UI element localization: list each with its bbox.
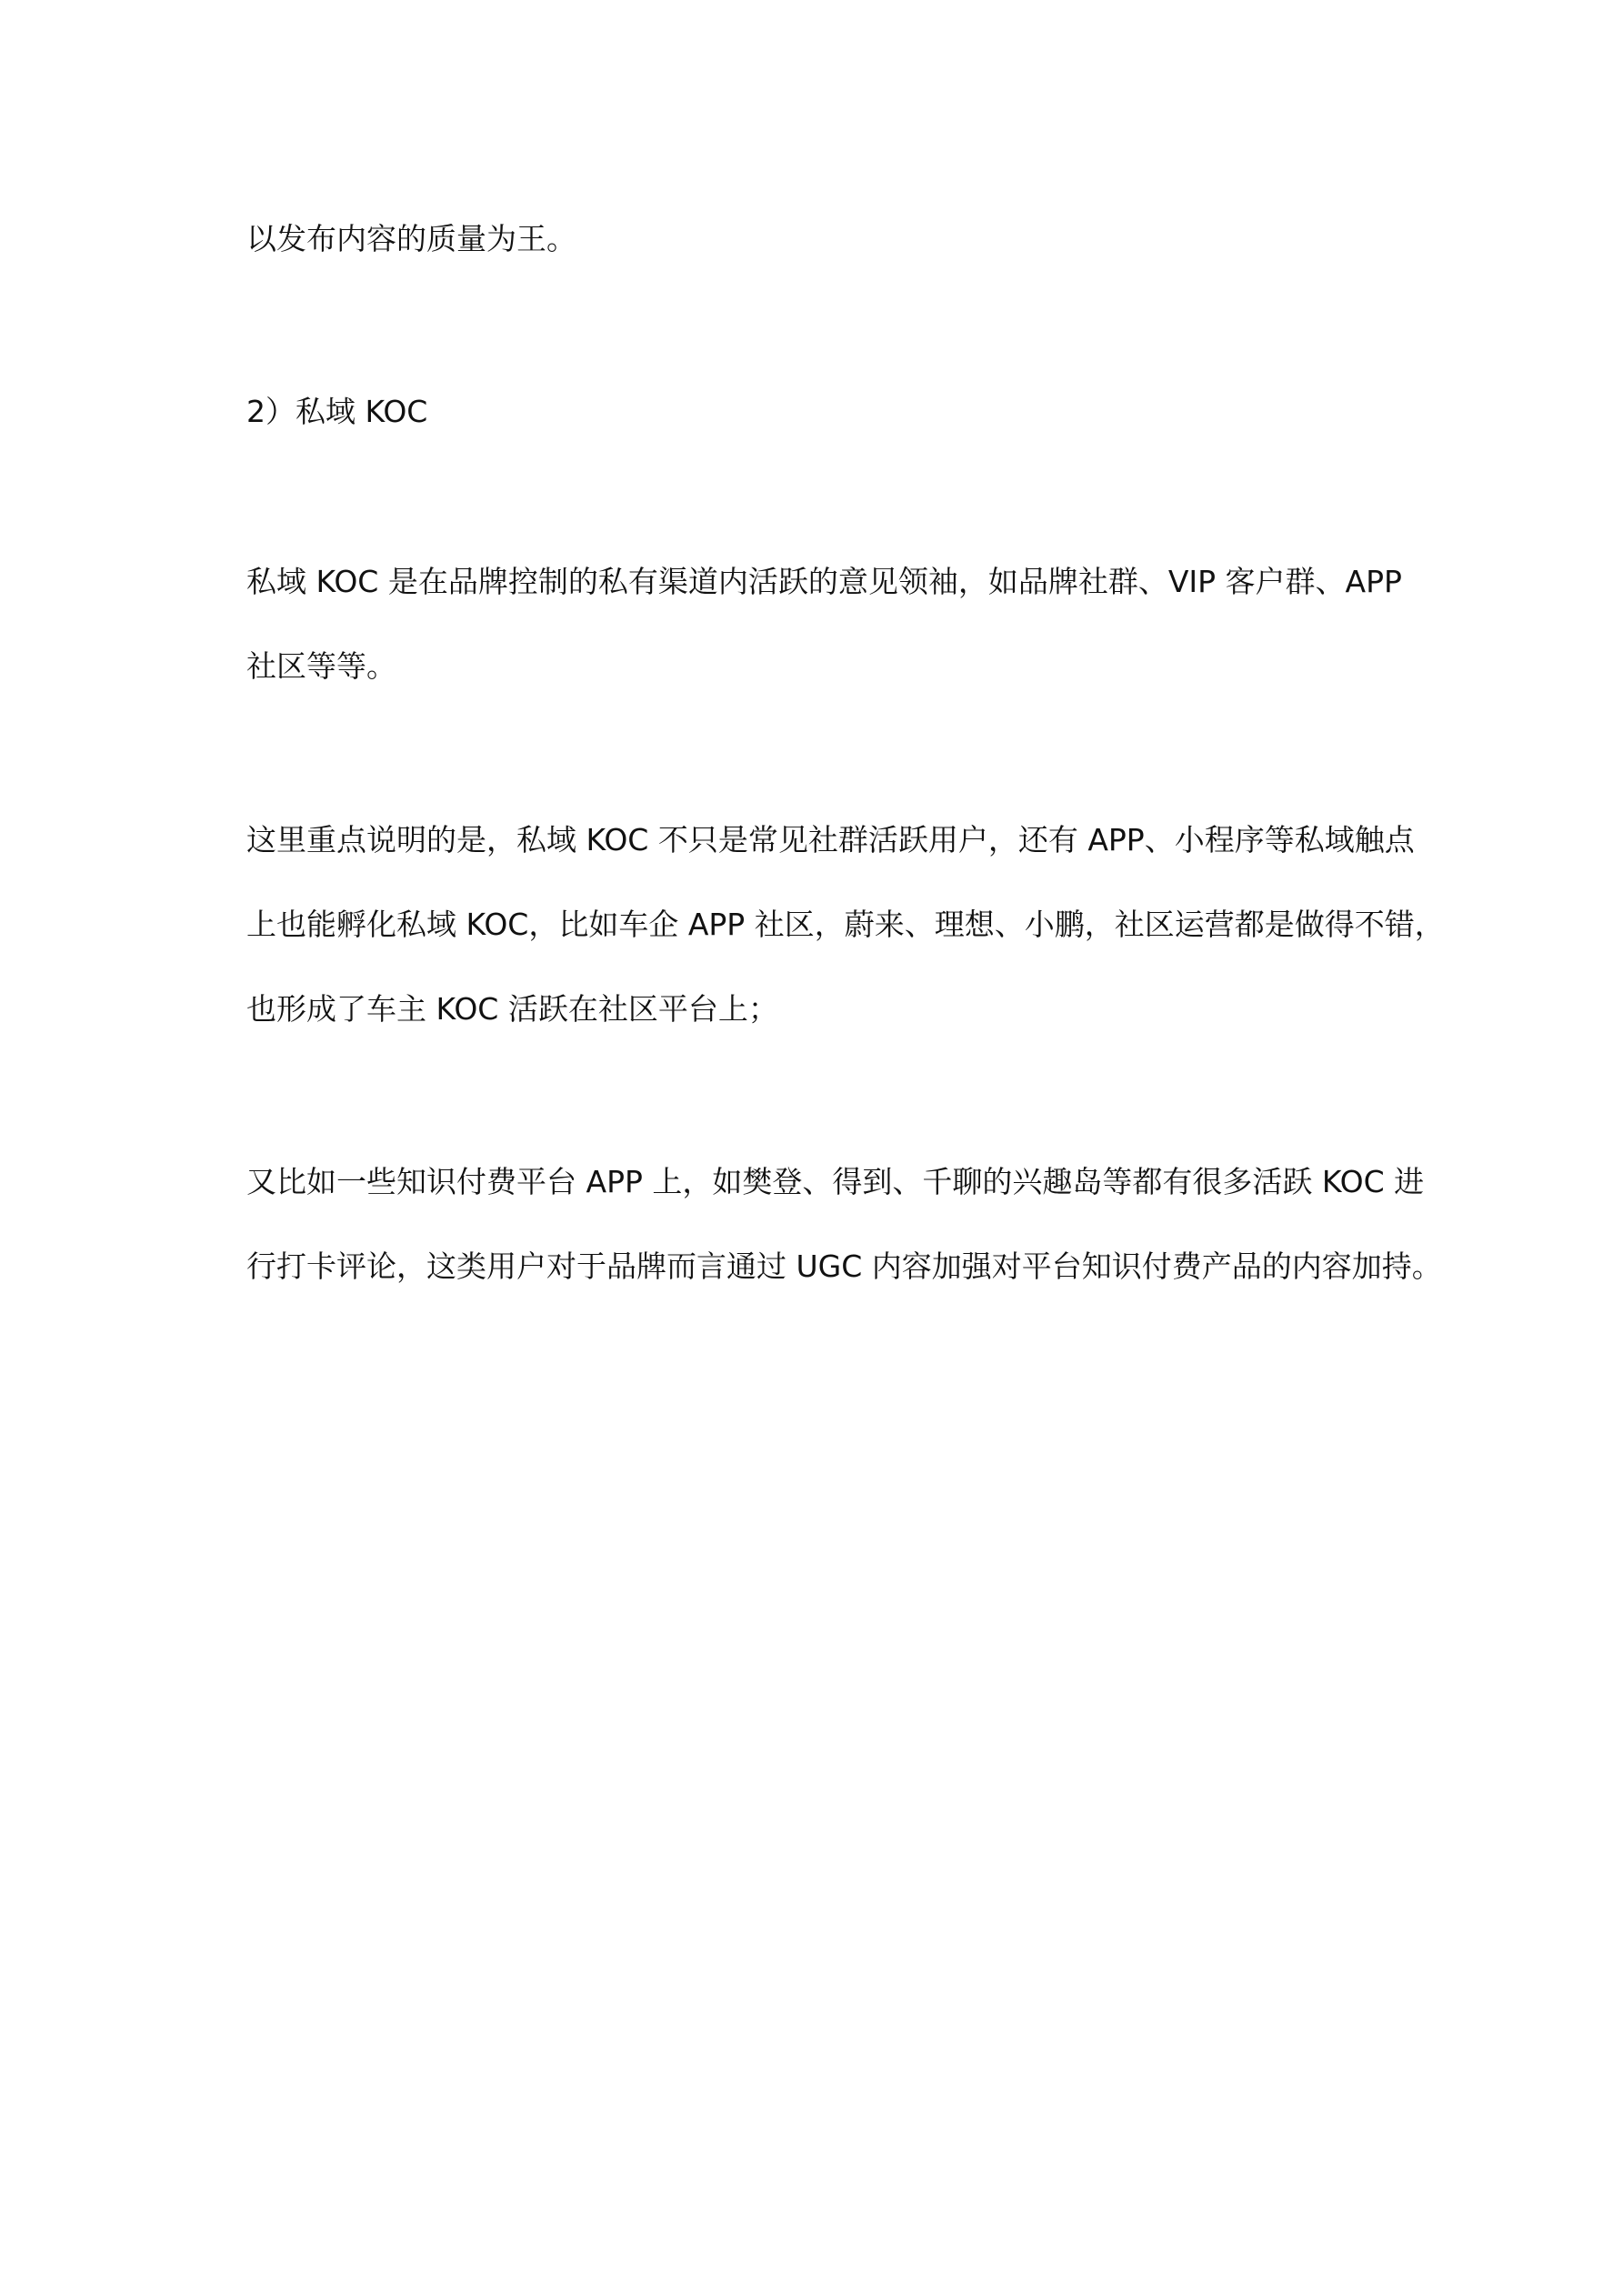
paragraph-explanation-line-2: 上也能孵化私域 KOC，比如车企 APP 社区，蔚来、理想、小鹏，社区运营都是做得不错， (246, 907, 1445, 942)
section-heading-private-koc: 2）私域 KOC (246, 394, 428, 429)
paragraph-definition-line-1: 私域 KOC 是在品牌控制的私有渠道内活跃的意见领袖，如品牌社群、VIP 客户群、APP (246, 564, 1402, 599)
paragraph-definition-line-2: 社区等等。 (246, 648, 396, 684)
paragraph-quality-line-1: 以发布内容的质量为王。 (246, 221, 576, 256)
paragraph-explanation-line-3: 也形成了车主 KOC 活跃在社区平台上； (246, 991, 778, 1027)
paragraph-example-line-1: 又比如一些知识付费平台 APP 上，如樊登、得到、千聊的兴趣岛等都有很多活跃 KOC 进 (246, 1164, 1425, 1199)
paragraph-explanation-line-1: 这里重点说明的是，私域 KOC 不只是常见社群活跃用户，还有 APP、小程序等私域触点 (246, 822, 1415, 857)
paragraph-example-line-2: 行打卡评论，这类用户对于品牌而言通过 UGC 内容加强对平台知识付费产品的内容加持。 (246, 1248, 1442, 1284)
